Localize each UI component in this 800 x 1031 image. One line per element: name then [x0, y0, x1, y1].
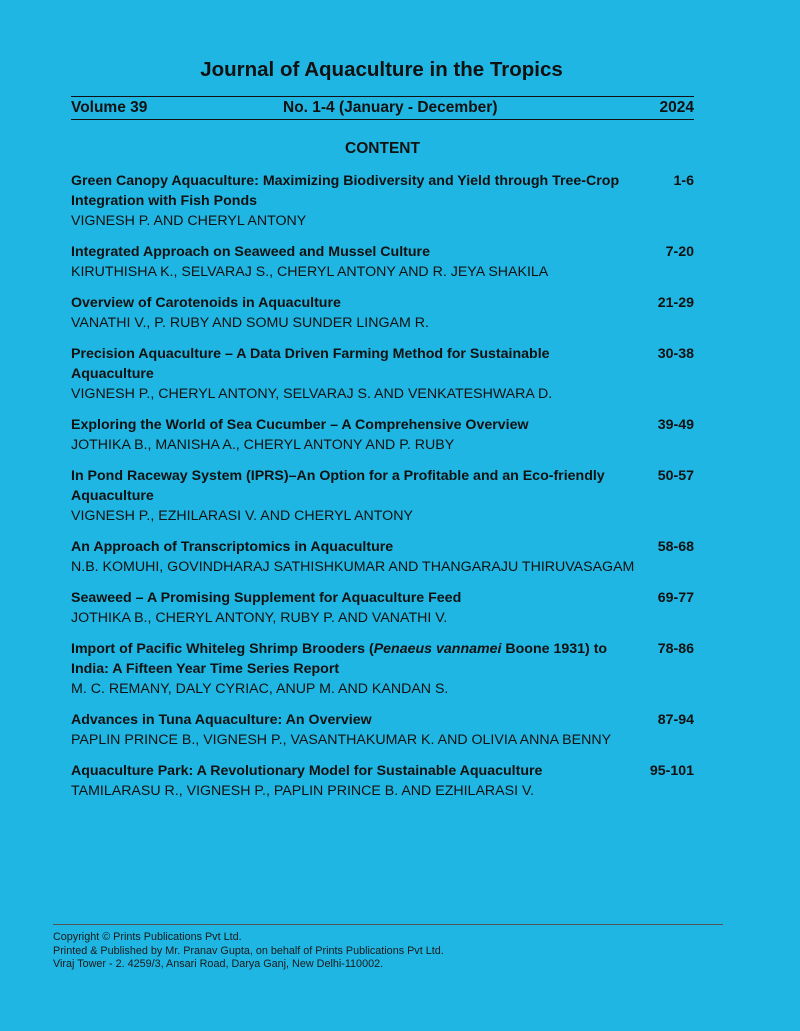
volume-label: Volume 39 — [71, 99, 148, 116]
article-authors: PAPLIN PRINCE B., VIGNESH P., VASANTHAKUMAR K. AND OLIVIA ANNA BENNY — [71, 732, 612, 748]
address-text: Viraj Tower - 2. 4259/3, Ansari Road, Darya Ganj, New Delhi-110002. — [53, 958, 384, 970]
article-title[interactable]: Overview of Carotenoids in Aquaculture — [71, 295, 341, 311]
page-range: 1-6 — [673, 173, 694, 189]
page-range: 87-94 — [657, 712, 694, 728]
article-title[interactable] — [71, 639, 631, 679]
article-title[interactable]: In Pond Raceway System (IPRS)–An Option for a Profitable and an Eco-friendly Aquaculture — [71, 468, 605, 504]
toc-entry[interactable] — [71, 588, 694, 628]
toc-entry[interactable] — [71, 171, 694, 231]
page-range: 39-49 — [657, 417, 694, 433]
article-title[interactable]: Aquaculture Park: A Revolutionary Model for Sustainable Aquaculture — [71, 763, 543, 779]
year-label: 2024 — [659, 99, 694, 116]
footer-divider — [53, 924, 723, 925]
page-range: 69-77 — [657, 590, 694, 606]
article-title[interactable]: An Approach of Transcriptomics in Aquaculture — [71, 539, 394, 555]
article-authors: VIGNESH P., CHERYL ANTONY, SELVARAJ S. AND VENKATESHWARA D. — [71, 386, 553, 402]
page-range: 30-38 — [657, 346, 694, 362]
toc-entry[interactable] — [71, 466, 694, 526]
toc-entry[interactable] — [71, 344, 694, 404]
article-authors: JOTHIKA B., MANISHA A., CHERYL ANTONY AND P. RUBY — [71, 437, 455, 453]
content-heading: CONTENT — [345, 140, 420, 157]
article-title-part: Import of Pacific Whiteleg Shrimp Brooders ( — [71, 641, 374, 657]
page-range: 78-86 — [657, 641, 694, 657]
copyright-text: Copyright © Prints Publications Pvt Ltd. — [53, 931, 242, 943]
article-title[interactable]: Seaweed – A Promising Supplement for Aquaculture Feed — [71, 590, 462, 606]
article-authors: N.B. KOMUHI, GOVINDHARAJ SATHISHKUMAR AND THANGARAJU THIRUVASAGAM — [71, 559, 635, 575]
article-title[interactable]: Integrated Approach on Seaweed and Mussel Culture — [71, 244, 430, 260]
article-authors: VANATHI V., P. RUBY AND SOMU SUNDER LINGAM R. — [71, 315, 429, 331]
toc-entry[interactable] — [71, 415, 694, 455]
page-range: 95-101 — [649, 763, 694, 779]
article-title[interactable]: Green Canopy Aquaculture: Maximizing Biodiversity and Yield through Tree-Crop Integration with Fish Ponds — [71, 173, 620, 209]
footer — [53, 931, 444, 972]
page-range: 7-20 — [665, 244, 694, 260]
page-range: 58-68 — [657, 539, 694, 555]
article-authors: M. C. REMANY, DALY CYRIAC, ANUP M. AND KANDAN S. — [71, 681, 449, 697]
publisher-text: Printed & Published by Mr. Pranav Gupta, on behalf of Prints Publications Pvt Ltd. — [53, 944, 444, 957]
toc-entry[interactable] — [71, 710, 694, 750]
article-title[interactable]: Advances in Tuna Aquaculture: An Overview — [71, 712, 372, 728]
article-title-part: Boone 1931) to India: A Fifteen Year Time Series Report — [71, 641, 608, 677]
toc-entry[interactable] — [71, 537, 694, 577]
article-title[interactable]: Exploring the World of Sea Cucumber – A Comprehensive Overview — [71, 417, 529, 433]
article-authors: KIRUTHISHA K., SELVARAJ S., CHERYL ANTONY AND R. JEYA SHAKILA — [71, 264, 549, 280]
article-title[interactable]: Precision Aquaculture – A Data Driven Farming Method for Sustainable Aquaculture — [71, 346, 550, 382]
article-authors: VIGNESH P., EZHILARASI V. AND CHERYL ANTONY — [71, 508, 413, 524]
issue-label: No. 1-4 (January - December) — [283, 99, 498, 116]
toc-entry[interactable] — [71, 761, 694, 801]
table-of-contents — [71, 171, 694, 812]
page-range: 21-29 — [657, 295, 694, 311]
journal-title: Journal of Aquaculture in the Tropics — [200, 58, 563, 81]
article-authors: TAMILARASU R., VIGNESH P., PAPLIN PRINCE B. AND EZHILARASI V. — [71, 783, 535, 799]
article-authors: JOTHIKA B., CHERYL ANTONY, RUBY P. AND VANATHI V. — [71, 610, 448, 626]
toc-entry[interactable] — [71, 242, 694, 282]
species-name: Penaeus vannamei — [373, 641, 502, 657]
page-range: 50-57 — [657, 468, 694, 484]
article-authors: VIGNESH P. AND CHERYL ANTONY — [71, 213, 307, 229]
volume-issue-row — [71, 96, 694, 120]
toc-entry[interactable] — [71, 639, 694, 699]
toc-entry[interactable] — [71, 293, 694, 333]
